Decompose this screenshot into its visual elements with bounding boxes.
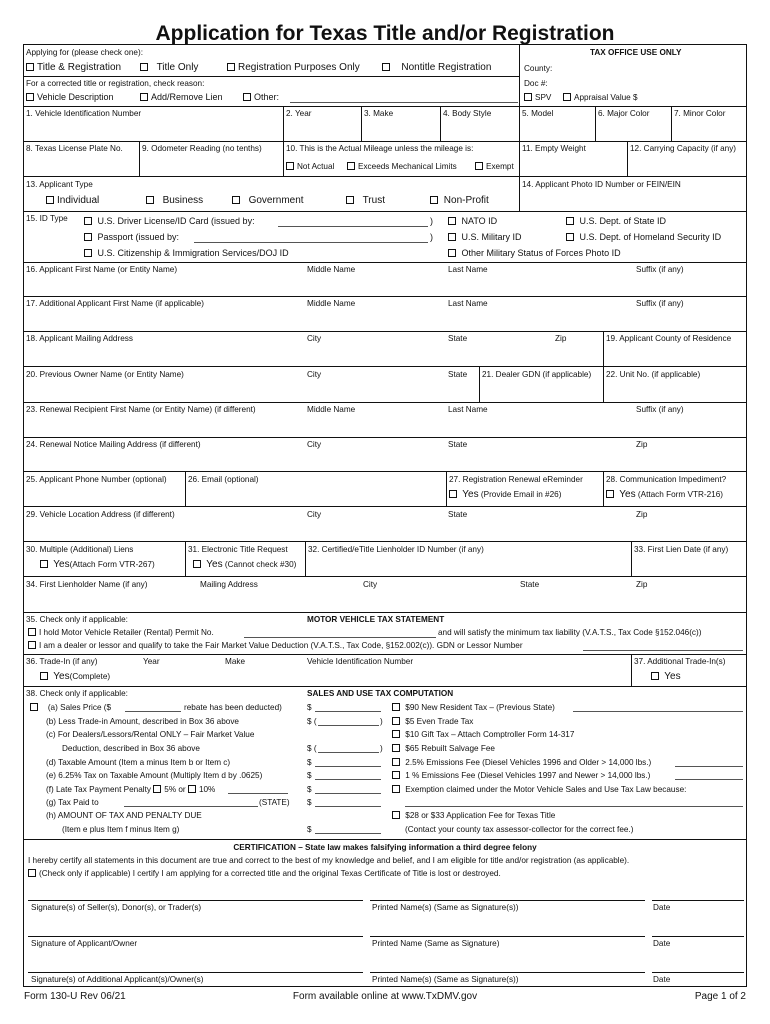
trade-in-year[interactable]: Year bbox=[143, 657, 160, 666]
option-label: Individual bbox=[57, 195, 100, 206]
fee-emissions-1[interactable] bbox=[392, 771, 650, 781]
option-title-registration[interactable] bbox=[26, 62, 121, 74]
field-county-residence[interactable]: 19. Applicant County of Residence bbox=[606, 334, 732, 343]
line-e: (e) 6.25% Tax on Taxable Amount (Multiply Item d by .0625) bbox=[46, 771, 263, 780]
fee-application[interactable] bbox=[392, 811, 555, 821]
trade-in-yes[interactable] bbox=[40, 671, 110, 683]
checkbox[interactable] bbox=[28, 628, 36, 636]
field-major-color[interactable]: 6. Major Color bbox=[598, 109, 650, 118]
id-passport[interactable] bbox=[84, 232, 179, 243]
option-label: 2.5% Emissions Fee (Diesel Vehicles 1996 and Older > 14,000 lbs.) bbox=[405, 758, 652, 767]
field-vehicle-location[interactable]: 29. Vehicle Location Address (if different) bbox=[26, 510, 175, 519]
field-previous-owner[interactable]: 20. Previous Owner Name (or Entity Name) bbox=[26, 370, 184, 379]
checkbox[interactable] bbox=[606, 490, 614, 498]
page-number: Page 1 of 2 bbox=[694, 991, 746, 1002]
checkbox[interactable] bbox=[26, 93, 34, 101]
option-label: Yes bbox=[462, 489, 479, 500]
fee-new-resident[interactable] bbox=[392, 703, 555, 713]
checkbox[interactable] bbox=[392, 758, 400, 766]
date-seller[interactable]: Date bbox=[653, 903, 671, 912]
field-suffix[interactable]: Suffix (if any) bbox=[636, 405, 684, 414]
option-label: Yes bbox=[664, 671, 681, 682]
mvtax-check-label: 35. Check only if applicable: bbox=[26, 615, 128, 624]
checkbox[interactable] bbox=[286, 162, 294, 170]
option-label: (Check only if applicable) I certify I am applying for a corrected title and the original Texas Certificate of Title is lost or destroyed. bbox=[39, 869, 501, 878]
ereminder-yes[interactable] bbox=[449, 489, 561, 501]
option-label: Title Only bbox=[156, 62, 199, 73]
option-label: (f) Late Tax Payment Penalty bbox=[46, 785, 151, 794]
option-label: $5 Even Trade Tax bbox=[405, 717, 474, 726]
option-nontitle-registration[interactable] bbox=[382, 62, 491, 74]
option-label: U.S. Driver License/ID Card (issued by: bbox=[97, 216, 255, 226]
option-label: U.S. Military ID bbox=[461, 232, 522, 242]
amount-f[interactable]: $ bbox=[307, 785, 312, 794]
field-first-lienholder[interactable]: 34. First Lienholder Name (if any) bbox=[26, 580, 148, 589]
field-first-lien-date[interactable]: 33. First Lien Date (if any) bbox=[634, 545, 729, 554]
field-email[interactable]: 26. Email (optional) bbox=[188, 475, 259, 484]
printed-name-seller[interactable]: Printed Name(s) (Same as Signature(s)) bbox=[372, 903, 519, 912]
checkbox[interactable] bbox=[40, 672, 48, 680]
sales-check-label: 38. Check only if applicable: bbox=[26, 689, 128, 698]
checkbox[interactable] bbox=[188, 785, 196, 793]
date-applicant[interactable]: Date bbox=[653, 939, 671, 948]
option-note: (Provide Email in #26) bbox=[480, 490, 562, 499]
checkbox[interactable] bbox=[392, 703, 400, 711]
field-phone[interactable]: 25. Applicant Phone Number (optional) bbox=[26, 475, 167, 484]
line-h2: (Item e plus Item f minus Item g) bbox=[62, 825, 180, 834]
checkbox[interactable] bbox=[46, 196, 54, 204]
rebate-note: rebate has been deducted) bbox=[184, 703, 282, 712]
close-paren: ) bbox=[430, 216, 433, 226]
field-odometer[interactable]: 9. Odometer Reading (no tenths) bbox=[142, 144, 262, 153]
checkbox[interactable] bbox=[392, 744, 400, 752]
checkbox[interactable] bbox=[140, 63, 148, 71]
printed-name-applicant[interactable]: Printed Name (Same as Signature) bbox=[372, 939, 500, 948]
option-label: I hold Motor Vehicle Retailer (Rental) Permit No. bbox=[39, 628, 214, 637]
field-middle-name[interactable]: Middle Name bbox=[307, 299, 356, 308]
checkbox[interactable] bbox=[26, 63, 34, 71]
option-label: I am a dealer or lessor and qualify to take the Fair Market Value Deduction (V.A.T.S., Tax Code, §152.002(c)). GDN or Lessor Number bbox=[39, 641, 523, 650]
reason-add-remove-lien[interactable] bbox=[140, 92, 223, 103]
field-year[interactable]: 2. Year bbox=[286, 109, 312, 118]
mvtax-dealer[interactable] bbox=[28, 641, 523, 651]
option-label: Yes bbox=[206, 559, 223, 570]
trade-in-vin[interactable]: Vehicle Identification Number bbox=[307, 657, 414, 666]
field-city[interactable]: City bbox=[307, 334, 322, 343]
checkbox[interactable] bbox=[524, 93, 532, 101]
checkbox[interactable] bbox=[227, 63, 235, 71]
mileage-exempt[interactable] bbox=[475, 162, 514, 172]
checkbox[interactable] bbox=[84, 249, 92, 257]
trade-in-make[interactable]: Make bbox=[225, 657, 246, 666]
line-f[interactable] bbox=[46, 785, 215, 795]
type-trust[interactable] bbox=[346, 195, 385, 207]
fee-exemption[interactable] bbox=[392, 785, 686, 795]
option-label: U.S. Dept. of State ID bbox=[579, 216, 667, 226]
field-city[interactable]: City bbox=[307, 440, 322, 449]
office-appraisal[interactable] bbox=[563, 93, 638, 103]
checkbox[interactable] bbox=[28, 869, 36, 877]
field-lienholder-id[interactable]: 32. Certified/eTitle Lienholder ID Number (if any) bbox=[308, 545, 484, 554]
option-label: Not Actual bbox=[297, 162, 335, 171]
checkbox[interactable] bbox=[392, 771, 400, 779]
option-label: Registration Purposes Only bbox=[238, 62, 360, 73]
id-nato[interactable] bbox=[448, 216, 497, 227]
amount-d[interactable]: $ bbox=[307, 758, 312, 767]
line-c: (c) For Dealers/Lessors/Rental ONLY – Fair Market Value bbox=[46, 730, 255, 739]
option-note: (Complete) bbox=[69, 672, 111, 681]
certification-statement: I hereby certify all statements in this document are true and correct to the best of my knowledge and belief, and I am eligible for title and/or registration (as applicable). bbox=[28, 856, 630, 865]
form-online: Form available online at www.TxDMV.gov bbox=[292, 991, 478, 1002]
close-paren: ) bbox=[430, 232, 433, 242]
option-note: (Attach Form VTR-216) bbox=[637, 490, 723, 499]
option-label: (a) Sales Price ($ bbox=[47, 703, 112, 712]
id-other-military[interactable] bbox=[448, 248, 621, 259]
checkbox[interactable] bbox=[430, 196, 438, 204]
field-middle-name[interactable]: Middle Name bbox=[307, 265, 356, 274]
checkbox[interactable] bbox=[346, 196, 354, 204]
field-mileage-label: 10. This is the Actual Mileage unless the mileage is: bbox=[286, 144, 474, 153]
form-number: Form 130-U Rev 06/21 bbox=[24, 991, 126, 1002]
field-middle-name[interactable]: Middle Name bbox=[307, 405, 356, 414]
option-label: 10% bbox=[198, 785, 216, 794]
amount-e[interactable]: $ bbox=[307, 771, 312, 780]
option-label: Nontitle Registration bbox=[401, 62, 492, 73]
id-type-label: 15. ID Type bbox=[26, 214, 68, 223]
field-renewal-recipient[interactable]: 23. Renewal Recipient First Name (or Entity Name) (if different) bbox=[26, 405, 256, 414]
checkbox[interactable] bbox=[84, 233, 92, 241]
option-label: $28 or $33 Application Fee for Texas Title bbox=[405, 811, 556, 820]
reason-vehicle-description[interactable] bbox=[26, 92, 114, 103]
field-state[interactable]: State bbox=[448, 510, 468, 519]
checkbox[interactable] bbox=[475, 162, 483, 170]
checkbox[interactable] bbox=[651, 672, 659, 680]
line-b: (b) Less Trade-in Amount, described in Box 36 above bbox=[46, 717, 239, 726]
checkbox[interactable] bbox=[84, 217, 92, 225]
checkbox[interactable] bbox=[566, 217, 574, 225]
amount-b-close: ) bbox=[380, 717, 383, 726]
additional-trade-in-label: 37. Additional Trade-In(s) bbox=[634, 657, 726, 666]
fee-gift-tax[interactable] bbox=[392, 730, 574, 740]
fee-even-trade[interactable] bbox=[392, 717, 473, 727]
option-label: 5% or bbox=[164, 785, 186, 794]
field-lien-mailing[interactable]: Mailing Address bbox=[200, 580, 258, 589]
option-label: Trust bbox=[362, 195, 385, 206]
checkbox[interactable] bbox=[448, 233, 456, 241]
field-zip[interactable]: Zip bbox=[636, 440, 648, 449]
office-doc-label: Doc #: bbox=[524, 79, 548, 88]
id-dept-state[interactable] bbox=[566, 216, 666, 227]
field-empty-weight[interactable]: 11. Empty Weight bbox=[522, 144, 586, 153]
field-last-name[interactable]: Last Name bbox=[448, 299, 488, 308]
field-body-style[interactable]: 4. Body Style bbox=[443, 109, 492, 118]
fee-rebuilt-salvage[interactable] bbox=[392, 744, 495, 754]
mileage-not-actual[interactable] bbox=[286, 162, 334, 172]
office-spv[interactable] bbox=[524, 93, 551, 103]
line-h: (h) AMOUNT OF TAX AND PENALTY DUE bbox=[46, 811, 202, 820]
multiple-liens-label: 30. Multiple (Additional) Liens bbox=[26, 545, 134, 554]
checkbox[interactable] bbox=[30, 703, 38, 711]
field-renewal-address[interactable]: 24. Renewal Notice Mailing Address (if different) bbox=[26, 440, 201, 449]
applicant-type-label: 13. Applicant Type bbox=[26, 180, 93, 189]
signature-additional[interactable]: Signature(s) of Additional Applicant(s)/Owner(s) bbox=[31, 975, 204, 984]
id-us-military[interactable] bbox=[448, 232, 522, 243]
corrected-label: For a corrected title or registration, check reason: bbox=[26, 79, 205, 88]
option-label: 1 % Emissions Fee (Diesel Vehicles 1997 and Newer > 14,000 lbs.) bbox=[405, 771, 651, 780]
checkbox[interactable] bbox=[140, 93, 148, 101]
field-carrying-capacity[interactable]: 12. Carrying Capacity (if any) bbox=[630, 144, 737, 153]
amount-h[interactable]: $ bbox=[307, 825, 312, 834]
field-state[interactable]: State bbox=[448, 334, 468, 343]
printed-name-additional[interactable]: Printed Name(s) (Same as Signature(s)) bbox=[372, 975, 519, 984]
signature-seller[interactable]: Signature(s) of Seller(s), Donor(s), or Trader(s) bbox=[31, 903, 202, 912]
option-label: Yes bbox=[619, 489, 636, 500]
checkbox[interactable] bbox=[153, 785, 161, 793]
checkbox[interactable] bbox=[392, 717, 400, 725]
option-label: Exceeds Mechanical Limits bbox=[358, 162, 457, 171]
field-suffix[interactable]: Suffix (if any) bbox=[636, 265, 684, 274]
option-label: Yes bbox=[53, 671, 70, 682]
checkbox[interactable] bbox=[449, 490, 457, 498]
checkbox[interactable] bbox=[146, 196, 154, 204]
amount-c-close: ) bbox=[380, 744, 383, 753]
field-state[interactable]: State bbox=[448, 440, 468, 449]
field-vin[interactable]: 1. Vehicle Identification Number bbox=[26, 109, 142, 118]
mileage-exceeds[interactable] bbox=[347, 162, 457, 172]
amount-c[interactable]: $ ( bbox=[307, 744, 317, 753]
field-mailing-address[interactable]: 18. Applicant Mailing Address bbox=[26, 334, 133, 343]
option-label: $10 Gift Tax – Attach Comptroller Form 14-317 bbox=[405, 730, 575, 739]
id-uscis[interactable] bbox=[84, 248, 289, 259]
field-minor-color[interactable]: 7. Minor Color bbox=[674, 109, 726, 118]
option-label: $65 Rebuilt Salvage Fee bbox=[405, 744, 495, 753]
option-label: Other Military Status of Forces Photo ID bbox=[461, 248, 621, 258]
checkbox[interactable] bbox=[448, 249, 456, 257]
reason-other[interactable] bbox=[243, 92, 279, 103]
option-label: Non-Profit bbox=[443, 195, 489, 206]
field-last-name[interactable]: Last Name bbox=[448, 265, 488, 274]
field-last-name[interactable]: Last Name bbox=[448, 405, 488, 414]
type-individual[interactable] bbox=[46, 195, 99, 207]
option-label: $90 New Resident Tax – (Previous State) bbox=[405, 703, 555, 712]
tax-office-heading: TAX OFFICE USE ONLY bbox=[590, 48, 682, 57]
checkbox[interactable] bbox=[347, 162, 355, 170]
option-label: Add/Remove Lien bbox=[151, 92, 223, 102]
mvtax-permit-tail: and will satisfy the minimum tax liability (V.A.T.S., Tax Code §152.046(c)) bbox=[438, 628, 702, 637]
id-homeland-security[interactable] bbox=[566, 232, 721, 243]
field-zip[interactable]: Zip bbox=[555, 334, 567, 343]
option-label: Passport (issued by: bbox=[97, 232, 180, 242]
field-applicant-first-name[interactable]: 16. Applicant First Name (or Entity Name) bbox=[26, 265, 178, 274]
option-label: U.S. Dept. of Homeland Security ID bbox=[579, 232, 722, 242]
sales-heading: SALES AND USE TAX COMPUTATION bbox=[307, 689, 454, 698]
checkbox[interactable] bbox=[40, 560, 48, 568]
field-model[interactable]: 5. Model bbox=[522, 109, 554, 118]
checkbox[interactable] bbox=[392, 730, 400, 738]
field-photo-id[interactable]: 14. Applicant Photo ID Number or FEIN/EIN bbox=[522, 180, 681, 189]
type-government[interactable] bbox=[232, 195, 304, 207]
option-label: NATO ID bbox=[461, 216, 498, 226]
signature-applicant[interactable]: Signature of Applicant/Owner bbox=[31, 939, 138, 948]
additional-trade-in-yes[interactable] bbox=[651, 671, 681, 683]
type-business[interactable] bbox=[146, 195, 203, 207]
fee-application-note: (Contact your county tax assessor-collector for the correct fee.) bbox=[405, 825, 634, 834]
type-non-profit[interactable] bbox=[430, 195, 489, 207]
option-label: Other: bbox=[254, 92, 280, 102]
checkbox[interactable] bbox=[392, 811, 400, 819]
option-label: U.S. Citizenship & Immigration Services/DOJ ID bbox=[97, 248, 289, 258]
checkbox[interactable] bbox=[243, 93, 251, 101]
fee-emissions-25[interactable] bbox=[392, 758, 651, 768]
field-dealer-gdn[interactable]: 21. Dealer GDN (if applicable) bbox=[482, 370, 592, 379]
line-g: (g) Tax Paid to bbox=[46, 798, 99, 807]
amount-b[interactable]: $ ( bbox=[307, 717, 317, 726]
trade-in-label: 36. Trade-In (if any) bbox=[26, 657, 98, 666]
mvtax-heading: MOTOR VEHICLE TAX STATEMENT bbox=[307, 615, 445, 624]
certification-heading: CERTIFICATION – State law makes falsifying information a third degree felony bbox=[233, 843, 537, 852]
option-note: (Attach Form VTR-267) bbox=[69, 560, 155, 569]
ereminder-label: 27. Registration Renewal eReminder bbox=[449, 475, 583, 484]
field-city[interactable]: City bbox=[307, 510, 322, 519]
option-label: Exemption claimed under the Motor Vehicle Sales and Use Tax Law because: bbox=[405, 785, 687, 794]
field-make[interactable]: 3. Make bbox=[364, 109, 394, 118]
etitle-label: 31. Electronic Title Request bbox=[188, 545, 288, 554]
amount-g[interactable]: $ bbox=[307, 798, 312, 807]
line-c2: Deduction, described in Box 36 above bbox=[62, 744, 200, 753]
id-driver-license[interactable] bbox=[84, 216, 255, 227]
multiple-liens-yes[interactable] bbox=[40, 559, 155, 571]
option-label: SPV bbox=[535, 93, 552, 102]
impediment-yes[interactable] bbox=[606, 489, 723, 501]
field-zip[interactable]: Zip bbox=[636, 580, 648, 589]
etitle-yes[interactable] bbox=[193, 559, 296, 571]
checkbox[interactable] bbox=[382, 63, 390, 71]
option-label: Vehicle Description bbox=[37, 92, 114, 102]
field-state[interactable]: State bbox=[520, 580, 540, 589]
checkbox[interactable] bbox=[563, 93, 571, 101]
option-label: Exempt bbox=[486, 162, 514, 171]
impediment-label: 28. Communication Impediment? bbox=[606, 475, 727, 484]
state-label: (STATE) bbox=[259, 798, 290, 807]
date-additional[interactable]: Date bbox=[653, 975, 671, 984]
field-license-plate[interactable]: 8. Texas License Plate No. bbox=[26, 144, 123, 153]
field-zip[interactable]: Zip bbox=[636, 510, 648, 519]
mvtax-permit[interactable] bbox=[28, 628, 214, 638]
checkbox[interactable] bbox=[392, 785, 400, 793]
field-additional-first-name[interactable]: 17. Additional Applicant First Name (if applicable) bbox=[26, 299, 204, 308]
line-d: (d) Taxable Amount (Item a minus Item b or Item c) bbox=[46, 758, 231, 767]
option-title-only[interactable] bbox=[140, 62, 198, 74]
option-label: Business bbox=[162, 195, 204, 206]
option-registration-purposes[interactable] bbox=[227, 62, 360, 74]
field-state[interactable]: State bbox=[448, 370, 468, 379]
applying-label: Applying for (please check one): bbox=[26, 48, 143, 57]
field-suffix[interactable]: Suffix (if any) bbox=[636, 299, 684, 308]
checkbox[interactable] bbox=[448, 217, 456, 225]
checkbox[interactable] bbox=[28, 641, 36, 649]
field-city[interactable]: City bbox=[363, 580, 378, 589]
option-note: (Cannot check #30) bbox=[224, 560, 297, 569]
option-label: Government bbox=[248, 195, 304, 206]
page-title: Application for Texas Title and/or Registration bbox=[155, 22, 615, 45]
amount-a[interactable]: $ bbox=[307, 703, 312, 712]
office-county-label: County: bbox=[524, 64, 553, 73]
checkbox[interactable] bbox=[232, 196, 240, 204]
option-label: Appraisal Value $ bbox=[574, 93, 638, 102]
checkbox[interactable] bbox=[566, 233, 574, 241]
certification-corrected[interactable] bbox=[28, 869, 501, 879]
sales-price-line[interactable] bbox=[30, 703, 111, 713]
option-label: Yes bbox=[53, 559, 70, 570]
field-city[interactable]: City bbox=[307, 370, 322, 379]
field-unit-no[interactable]: 22. Unit No. (if applicable) bbox=[606, 370, 701, 379]
checkbox[interactable] bbox=[193, 560, 201, 568]
option-label: Title & Registration bbox=[37, 62, 122, 73]
